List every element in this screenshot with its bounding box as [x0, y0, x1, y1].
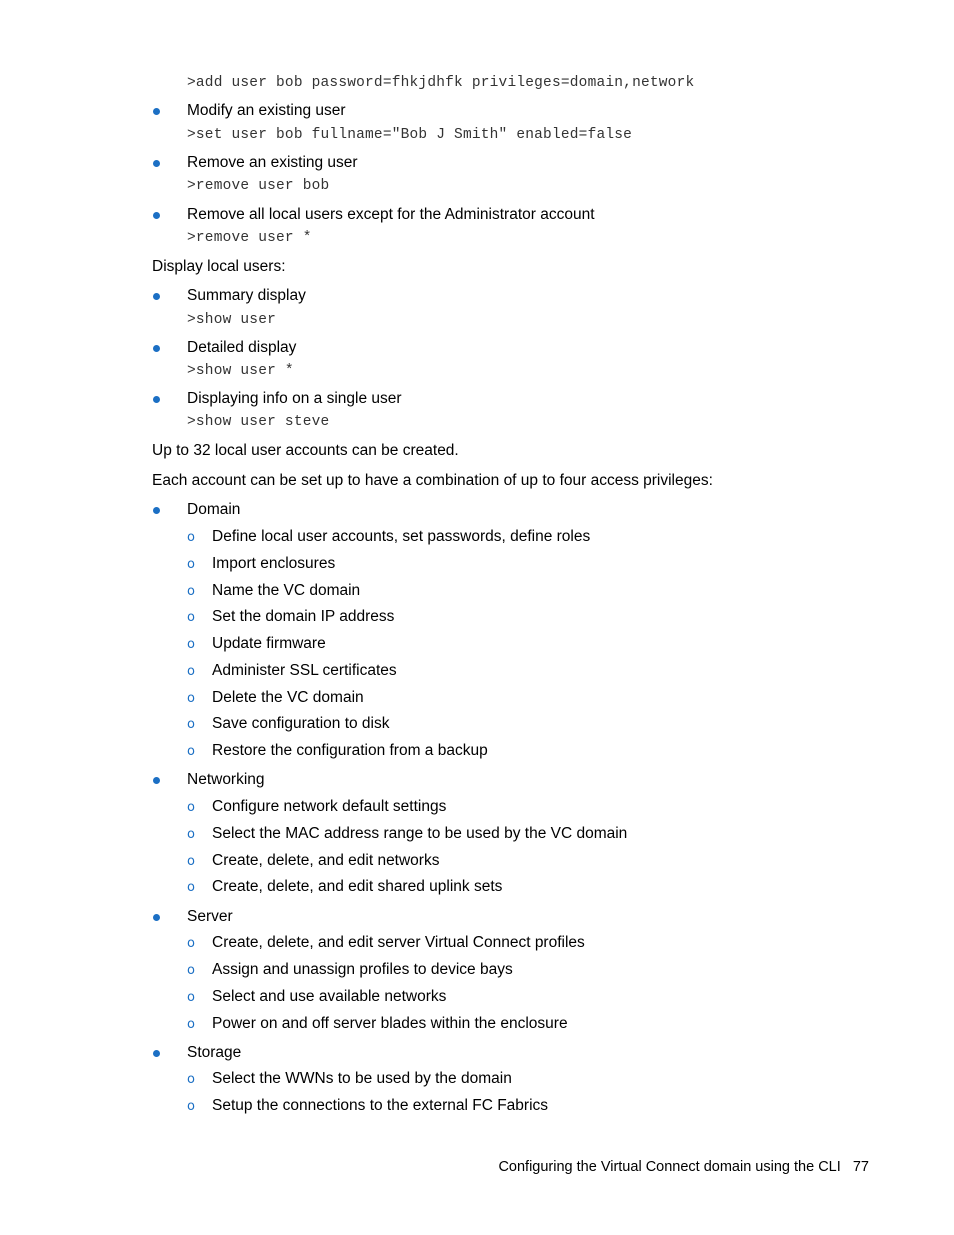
footer-title: Configuring the Virtual Connect domain using the CLI	[498, 1159, 841, 1175]
server-item: Select and use available networks	[212, 988, 447, 1005]
bullet-icon	[153, 507, 160, 514]
sub-bullet-icon: o	[187, 936, 195, 951]
privilege-server: Server	[187, 908, 233, 925]
sub-bullet-icon: o	[187, 854, 195, 869]
para-accounts: Up to 32 local user accounts can be created.	[152, 442, 459, 459]
sub-bullet-icon: o	[187, 691, 195, 706]
sub-bullet-icon: o	[187, 800, 195, 815]
bullet-icon	[153, 777, 160, 784]
domain-item: Import enclosures	[212, 555, 336, 572]
sub-bullet-icon: o	[187, 1072, 195, 1087]
code-modify-user: >set user bob fullname="Bob J Smith" enabled=false	[187, 127, 633, 143]
domain-item: Delete the VC domain	[212, 689, 364, 706]
domain-item: Set the domain IP address	[212, 608, 395, 625]
item-remove-user: Remove an existing user	[187, 154, 358, 171]
code-remove-user: >remove user bob	[187, 178, 330, 194]
privilege-domain: Domain	[187, 501, 241, 518]
domain-item: Name the VC domain	[212, 582, 361, 599]
bullet-icon	[153, 345, 160, 352]
page-number: 77	[852, 1159, 869, 1175]
bullet-icon	[153, 914, 160, 921]
domain-item: Restore the configuration from a backup	[212, 742, 488, 759]
storage-item: Setup the connections to the external FC Fabrics	[212, 1097, 549, 1114]
networking-item: Select the MAC address range to be used by the VC domain	[212, 825, 628, 842]
sub-bullet-icon: o	[187, 557, 195, 572]
code-remove-all-users: >remove user *	[187, 230, 312, 246]
sub-bullet-icon: o	[187, 963, 195, 978]
storage-item: Select the WWNs to be used by the domain	[212, 1070, 512, 1087]
bullet-icon	[153, 108, 160, 115]
domain-item: Define local user accounts, set passwords, define roles	[212, 528, 591, 545]
sub-bullet-icon: o	[187, 610, 195, 625]
bullet-icon	[153, 1050, 160, 1057]
networking-item: Create, delete, and edit shared uplink sets	[212, 878, 503, 895]
sub-bullet-icon: o	[187, 1099, 195, 1114]
sub-bullet-icon: o	[187, 717, 195, 732]
sub-bullet-icon: o	[187, 584, 195, 599]
item-single-user: Displaying info on a single user	[187, 390, 402, 407]
item-detailed-display: Detailed display	[187, 339, 297, 356]
code-summary-display: >show user	[187, 312, 277, 328]
item-summary-display: Summary display	[187, 287, 306, 304]
sub-bullet-icon: o	[187, 664, 195, 679]
bullet-icon	[153, 293, 160, 300]
page-footer	[498, 1159, 869, 1175]
bullet-icon	[153, 396, 160, 403]
sub-bullet-icon: o	[187, 744, 195, 759]
bullet-icon	[153, 160, 160, 167]
domain-item: Update firmware	[212, 635, 326, 652]
sub-bullet-icon: o	[187, 880, 195, 895]
sub-bullet-icon: o	[187, 1017, 195, 1032]
code-single-user: >show user steve	[187, 414, 330, 430]
sub-bullet-icon: o	[187, 827, 195, 842]
server-item: Create, delete, and edit server Virtual Connect profiles	[212, 934, 585, 951]
sub-bullet-icon: o	[187, 990, 195, 1005]
code-add-user: >add user bob password=fhkjdhfk privileges=domain,network	[187, 75, 695, 91]
domain-item: Administer SSL certificates	[212, 662, 397, 679]
networking-item: Configure network default settings	[212, 798, 447, 815]
networking-item: Create, delete, and edit networks	[212, 852, 440, 869]
domain-item: Save configuration to disk	[212, 715, 390, 732]
display-heading: Display local users:	[152, 258, 286, 275]
bullet-icon	[153, 212, 160, 219]
item-remove-all-users: Remove all local users except for the Administrator account	[187, 206, 595, 223]
privilege-storage: Storage	[187, 1044, 242, 1061]
server-item: Assign and unassign profiles to device bays	[212, 961, 513, 978]
para-privileges: Each account can be set up to have a combination of up to four access privileges:	[152, 472, 713, 489]
privilege-networking: Networking	[187, 771, 265, 788]
sub-bullet-icon: o	[187, 530, 195, 545]
sub-bullet-icon: o	[187, 637, 195, 652]
item-modify-user: Modify an existing user	[187, 102, 346, 119]
server-item: Power on and off server blades within the enclosure	[212, 1015, 568, 1032]
code-detailed-display: >show user *	[187, 363, 294, 379]
